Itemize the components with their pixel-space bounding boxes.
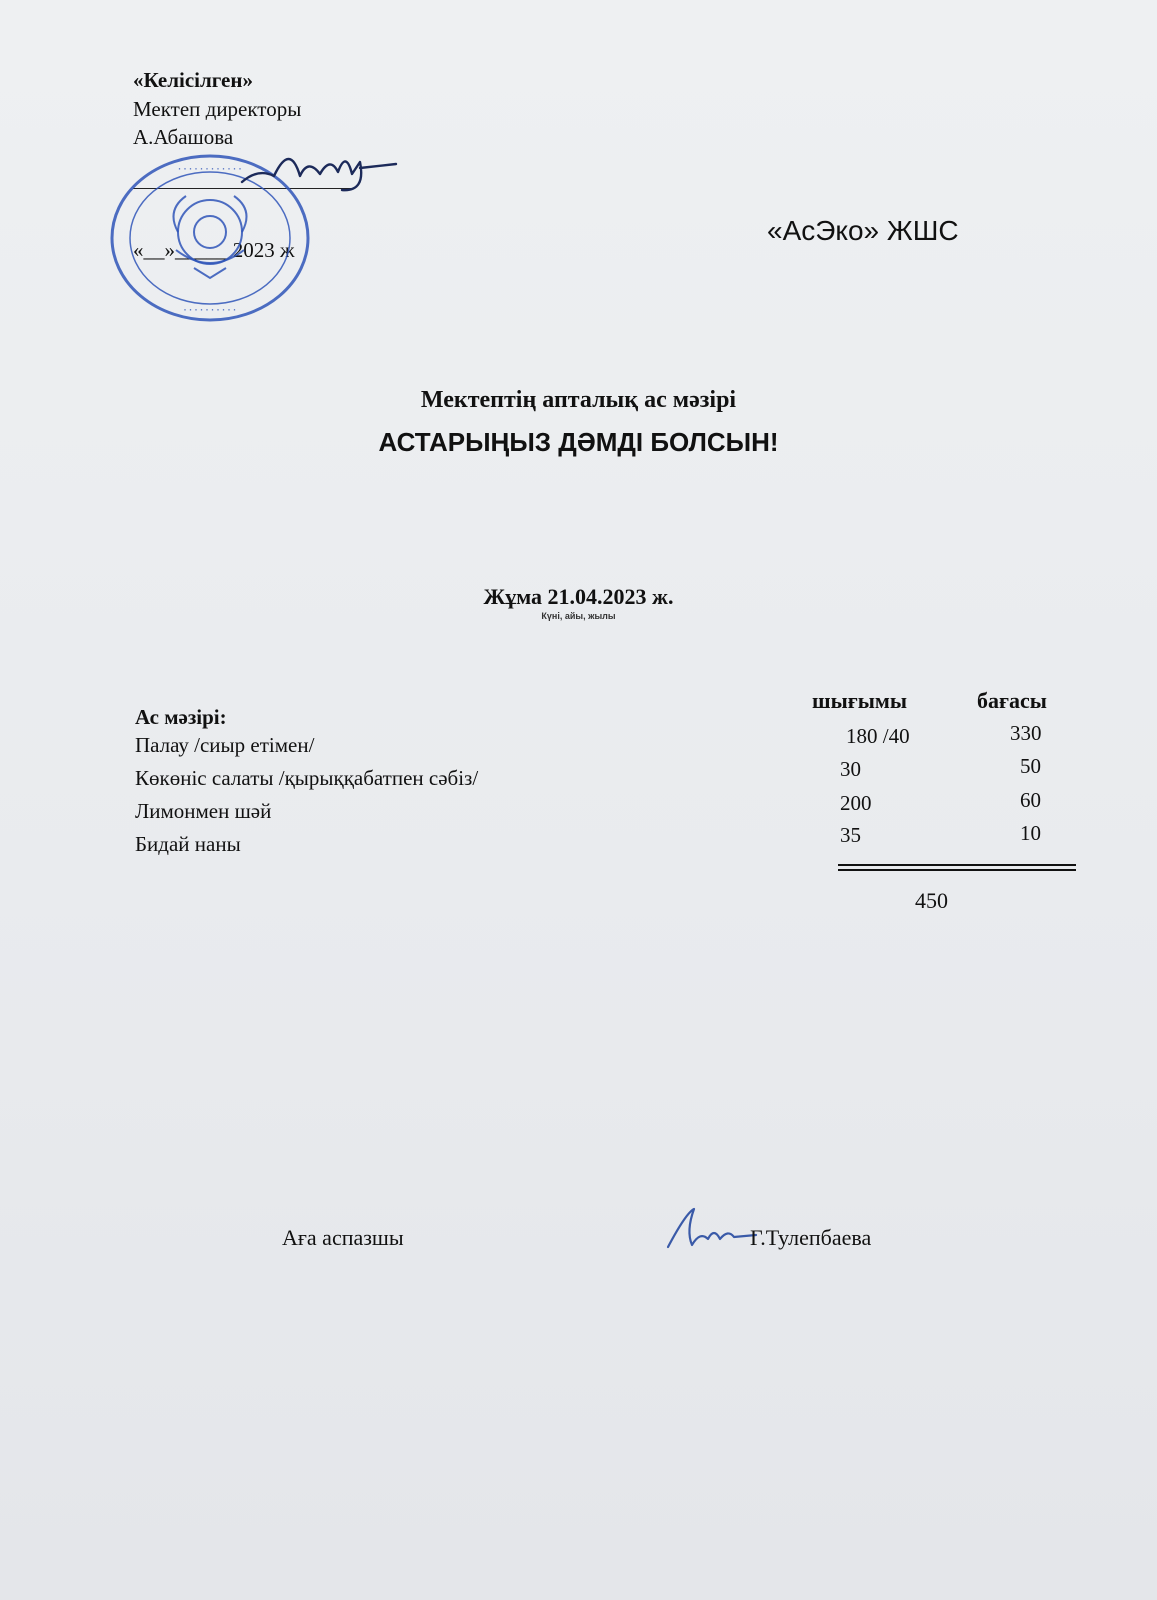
approval-title: «Келісілген»	[133, 68, 253, 92]
company-name: «АсЭко» ЖШС	[767, 215, 959, 246]
head-cook-name: Г.Тулепбаева	[750, 1225, 872, 1250]
svg-text:· · · · · · · · · · · ·: · · · · · · · · · · · ·	[178, 164, 242, 174]
menu-item-yield: 200	[840, 791, 872, 815]
yield-column-header: шығымы	[812, 688, 908, 713]
date-caption: Күні, айы, жылы	[541, 611, 616, 621]
approval-date-line: «__»_____ 2023 ж	[133, 238, 295, 262]
menu-label: Ас мәзірі:	[135, 705, 227, 729]
menu-item-price: 10	[1020, 821, 1041, 845]
menu-item-name: Бидай наны	[135, 832, 241, 856]
head-cook-label: Аға аспазшы	[282, 1225, 404, 1250]
cook-signature-icon	[664, 1205, 760, 1255]
menu-item-price: 50	[1020, 754, 1041, 778]
menu-item-name: Палау /сиыр етімен/	[135, 733, 315, 757]
director-position: Мектеп директоры	[133, 97, 302, 121]
menu-item-name: Лимонмен шәй	[135, 799, 272, 823]
menu-date: Жұма 21.04.2023 ж.	[483, 584, 674, 609]
director-signature-icon	[234, 132, 404, 204]
menu-item-yield: 35	[840, 823, 861, 847]
menu-item-name: Көкөніс салаты /қырыққабатпен сәбіз/	[135, 766, 479, 790]
menu-item-yield: 180 /40	[846, 724, 910, 748]
svg-text:· · · · · · · · · ·: · · · · · · · · · ·	[183, 305, 237, 315]
director-name: А.Абашова	[133, 125, 234, 149]
total-rule	[838, 869, 1076, 871]
menu-title: Мектептің апталық ас мәзірі	[420, 387, 737, 413]
total-rule	[838, 864, 1076, 866]
menu-total: 450	[915, 888, 948, 913]
menu-item-price: 330	[1010, 721, 1042, 745]
menu-item-yield: 30	[840, 757, 861, 781]
price-column-header: бағасы	[977, 688, 1047, 713]
greeting-heading: АСТАРЫҢЫЗ ДӘМДІ БОЛСЫН!	[378, 427, 779, 457]
menu-item-price: 60	[1020, 788, 1041, 812]
